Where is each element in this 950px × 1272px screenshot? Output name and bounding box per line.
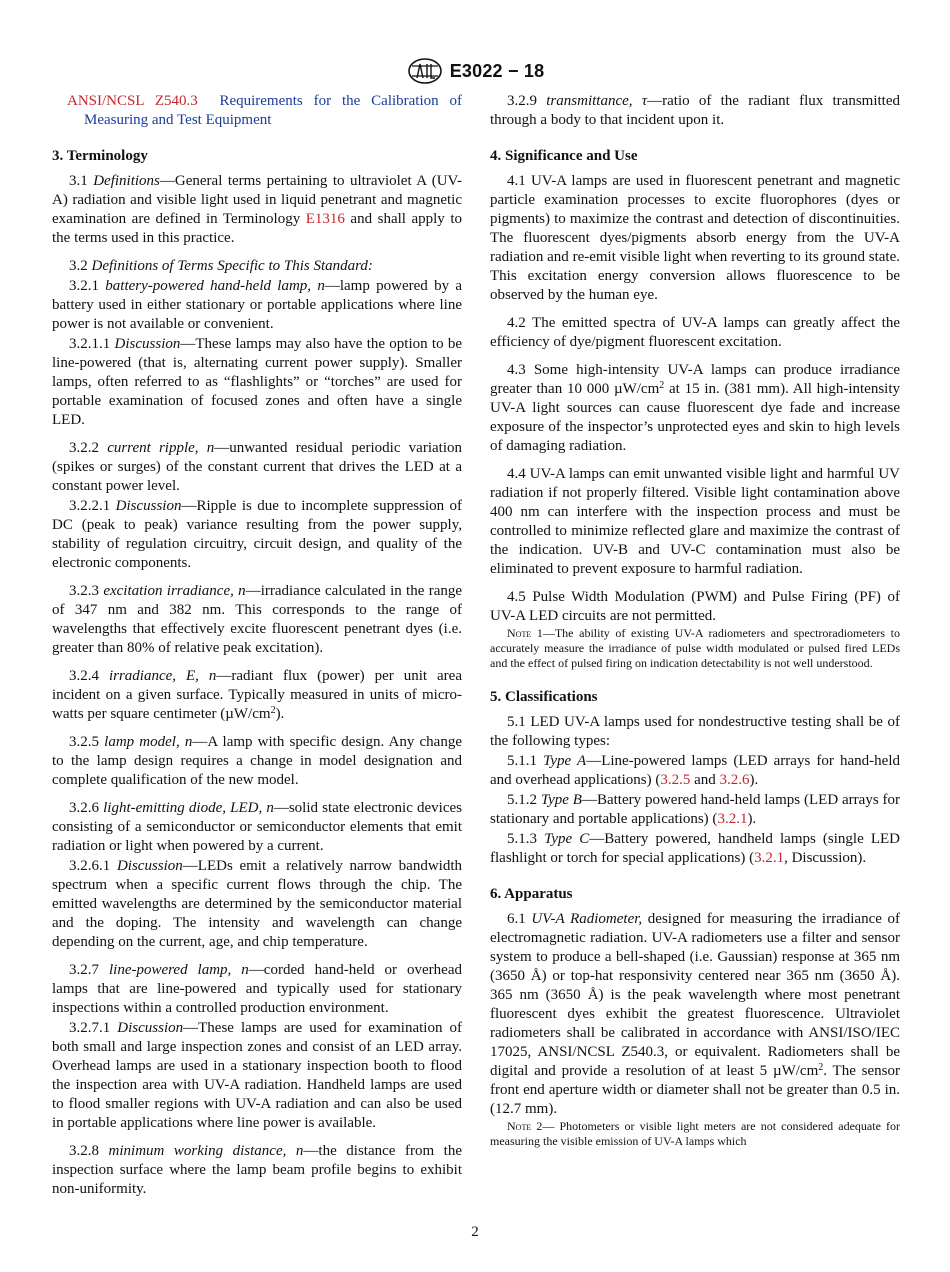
paragraph-6-1: 6.1 UV-A Radiometer, designed for measuring the irradiance of electromagnetic radiation. UV-A radiometers use a filter and sensor system to produce a bell-shaped (i.e. Gaussian) response at 365 nm (3650 Å) or top-hat responsivity centered near 365 nm (3650 Å). 365 nm (3650 Å) is the peak wavelength where most penetrant fluorescent dyes exhibit the greatest fluorescence. Ultraviolet radiometers shall be calibrated in accordance with ANSI/ISO/IEC 17025, ANSI/NCSL Z540.3, or equivalent. Radiometers shall be digital and provide a resolution of at least 5 $\mu W/cm^2$. The sensor front end aperture width or diameter shall not be greater than 0.5 in. (12.7 mm).: [490, 911, 901, 1117]
paragraph-3-2-1: 3.2.1 battery-powered hand-held lamp, n—lamp powered by a battery used in either stationary or portable applications where line power is not available or convenient.: [52, 278, 463, 332]
paragraph-5-1: 5.1 LED UV-A lamps used for nondestructive testing shall be of the following types:: [490, 714, 900, 749]
section-heading-terminology: 3. Terminology: [52, 148, 148, 164]
reference-title-link[interactable]: Requirements for the Calibration of Measuring and Test Equipment: [84, 93, 462, 128]
section-heading-classifications: 5. Classifications: [490, 689, 598, 705]
link-3-2-5[interactable]: 3.2.5: [660, 772, 691, 788]
note-2: Note 2— Photometers or visible light meters are not considered adequate for measuring the visible emission of UV-A lamps which: [490, 1119, 900, 1148]
paragraph-3-1: 3.1 Definitions—General terms pertaining to ultraviolet A (UV-A) radiation and visible light used in liquid penetrant and magnetic examination are defined in Terminology E1316 and shall apply to the terms used in this practice.: [52, 173, 463, 246]
paragraph-4-2: 4.2 The emitted spectra of UV-A lamps can greatly affect the efficiency of dye/pigment fluorescent excitation.: [490, 315, 900, 350]
paragraph-3-2-8: 3.2.8 minimum working distance, n—the distance from the inspection surface where the lamp beam profile begins to exhibit non-uniformity.: [52, 1143, 462, 1197]
link-3-2-6[interactable]: 3.2.6: [719, 772, 750, 788]
page-number: 2: [471, 1224, 479, 1240]
paragraph-3-2-5: 3.2.5 lamp model, n—A lamp with specific design. Any change to the lamp design requires a change in model designation and complete qualification of the new model.: [52, 734, 462, 788]
paragraph-3-2-2-1: 3.2.2.1 Discussion—Ripple is due to incomplete suppression of DC (peak to peak) variance resulting from the power supply, stability of regulation circuitry, circuit design, and quality of the electronic components.: [52, 498, 462, 571]
page-header: [0, 57, 950, 85]
section-heading-significance: 4. Significance and Use: [490, 148, 638, 164]
paragraph-4-3: 4.3 Some high-intensity UV-A lamps can produce irradiance greater than 10 000 $\mu W/cm^2$ at 15 in. (381 mm). All high-intensity UV-A light sources can cause fluorescent dye fade and increase exposure of the inspector’s unprotected eyes and skin to high levels of damaging radiation.: [490, 362, 900, 454]
paragraph-4-1: 4.1 UV-A lamps are used in fluorescent penetrant and magnetic particle examination processes to excite fluorophores (dyes or pigments) to maximize the contrast and detection of discontinuities. The fluorescent dyes/pigments absorb energy from the UV-A radiation and re-emit visible light when reverting to its ground state. This excitation energy conversion allows fluorescence to be observed by the human eye.: [490, 173, 901, 303]
link-3-2-1-discussion[interactable]: 3.2.1: [754, 850, 785, 866]
right-column: [490, 92, 900, 1149]
paragraph-3-2-7-1: 3.2.7.1 Discussion—These lamps are used for examination of both small and large inspection zones and consist of an LED array. Overhead lamps are used in a stationary inspection booth to flood the inspection area with UV-A radiation. Handheld lamps are used to flood smaller regions with UV-A radiation and can also be used in portable applications where line power is available.: [52, 1020, 462, 1131]
note-1: Note 1—The ability of existing UV-A radiometers and spectroradiometers to accurately measure the irradiance of pulse width modulated or pulsed fired LEDs and the effect of pulsed firing on indication detectability is not well understood.: [490, 626, 900, 670]
paragraph-3-2-2: 3.2.2 current ripple, n—unwanted residual periodic variation (spikes or surges) of the constant current that drives the LED at a constant power level.: [52, 440, 462, 494]
paragraph-5-1-3: 5.1.3 Type C—Battery powered, handheld lamps (single LED flashlight or torch for special applications) (3.2.1, Discussion).: [490, 831, 900, 866]
paragraph-3-2-4: 3.2.4 irradiance, E, n—radiant flux (power) per unit area incident on a given surface. Typically measured in units of micro-watts per square centimeter $(\mu W/cm^2)$.: [52, 668, 462, 722]
paragraph-3-2: 3.2 Definitions of Terms Specific to This Standard:: [69, 258, 373, 274]
paragraph-5-1-1: 5.1.1 Type A—Line-powered lamps (LED arrays for hand-held and overhead applications) (3.2.5 and 3.2.6).: [490, 753, 900, 788]
link-3-2-1[interactable]: 3.2.1: [717, 811, 748, 827]
section-heading-apparatus: 6. Apparatus: [490, 886, 573, 902]
paragraph-3-2-6: 3.2.6 light-emitting diode, LED, n—solid state electronic devices consisting of a semiconductor or semiconductor elements that emit radiation or light when powered by a current.: [52, 800, 462, 854]
paragraph-3-2-9: 3.2.9 transmittance, τ—ratio of the radiant flux transmitted through a body to that incident upon it.: [490, 93, 901, 128]
astm-logo-icon: [406, 57, 444, 85]
paragraph-5-1-2: 5.1.2 Type B—Battery powered hand-held lamps (LED arrays for stationary and portable applications) (3.2.1).: [490, 792, 901, 827]
paragraph-3-2-3: 3.2.3 excitation irradiance, n—irradiance calculated in the range of 347 nm and 382 nm. This corresponds to the range of wavelengths that effectively excite fluorescent penetrant dyes (i.e. greater than 80% of relative peak excitation).: [52, 583, 463, 656]
reference-code-link[interactable]: ANSI/NCSL Z540.3: [67, 93, 198, 109]
header-inner: [406, 57, 545, 85]
paragraph-3-2-1-1: 3.2.1.1 Discussion—These lamps may also have the option to be line-powered (that is, alternating current power supply). Smaller lamps, often referred to as “flashlights” or “torches” are used for portable examination of focused zones and often have a single LED.: [52, 336, 463, 428]
paragraph-3-2-7: 3.2.7 line-powered lamp, n—corded hand-held or overhead lamps that are line-powered and typically used for stationary inspections within a controlled production environment.: [52, 962, 462, 1016]
link-e1316[interactable]: E1316: [305, 211, 345, 227]
document-id: E3022 − 18: [449, 60, 545, 81]
paragraph-4-5: 4.5 Pulse Width Modulation (PWM) and Pulse Firing (PF) of UV-A LED circuits are not permitted.: [490, 589, 900, 624]
paragraph-3-2-6-1: 3.2.6.1 Discussion—LEDs emit a relatively narrow bandwidth spectrum when a specific current flows through the chip. The emitted wavelengths are determined by the semiconductor material and the doping. The intensity and wavelength can change depending on the current, age, and chip temperature.: [52, 858, 463, 950]
left-column: [52, 92, 462, 1199]
reference-ansi-ncsl: [52, 92, 462, 130]
paragraph-4-4: 4.4 UV-A lamps can emit unwanted visible light and harmful UV radiation if not properly filtered. Visible light contamination above 400 nm can interfere with the inspection process and must be controlled to minimize reflected glare and maximize the contrast of the indication. UV-B and UV-C contamination must also be eliminated to prevent exposure to harmful radiation.: [490, 466, 900, 577]
